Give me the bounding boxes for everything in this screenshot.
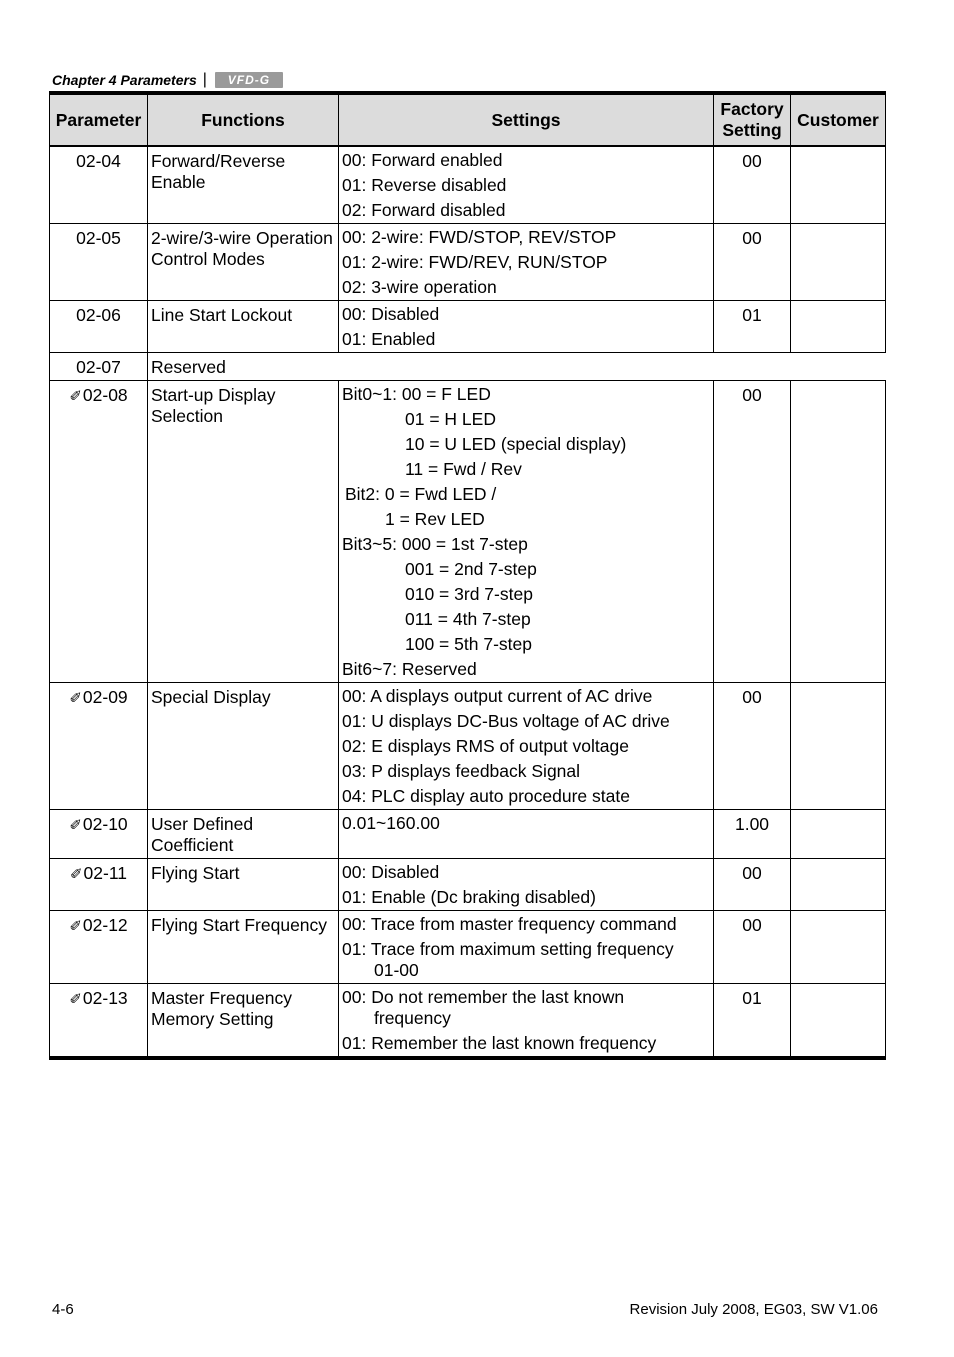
setting-line: 010 = 3rd 7-step <box>405 584 533 604</box>
setting-line: 01: Trace from maximum setting frequency <box>342 939 674 959</box>
function-cell: Special Display <box>148 683 339 810</box>
settings-cell <box>339 224 714 301</box>
setting-line: 00: Disabled <box>342 862 440 882</box>
table-row <box>50 859 886 911</box>
customer-cell <box>791 381 886 683</box>
parameter-cell <box>50 859 148 911</box>
settings-cell <box>339 683 714 810</box>
setting-line: 01-00 <box>374 960 419 980</box>
setting-line: 10 = U LED (special display) <box>405 434 627 454</box>
parameter-cell <box>50 810 148 859</box>
parameter-table <box>49 91 886 1060</box>
factory-setting-cell: 00 <box>714 224 791 301</box>
setting-line: 011 = 4th 7-step <box>405 609 531 629</box>
setting-line: 01: Reverse disabled <box>342 175 507 195</box>
setting-line: 01: 2-wire: FWD/REV, RUN/STOP <box>342 252 608 272</box>
header-factory-text <box>714 99 790 141</box>
factory-setting-cell: 01 <box>714 984 791 1059</box>
parameter-code: 02-09 <box>82 687 128 707</box>
header-customer: Customer <box>791 93 886 146</box>
setting-line: 02: Forward disabled <box>342 200 506 220</box>
setting-line: 00: Disabled <box>342 304 440 324</box>
parameter-cell <box>50 911 148 984</box>
function-cell: Flying Start <box>148 859 339 911</box>
parameter-code: 02-08 <box>82 385 128 405</box>
parameter-cell <box>50 301 148 353</box>
function-cell: Line Start Lockout <box>148 301 339 353</box>
header-factory-setting <box>714 93 791 146</box>
table-row <box>50 911 886 984</box>
setting-line: 03: P displays feedback Signal <box>342 761 581 781</box>
parameter-code: 02-11 <box>83 863 128 883</box>
setting-line: Bit2: 0 = Fwd LED / <box>345 484 497 504</box>
parameter-cell <box>50 146 148 224</box>
revision-note: Revision July 2008, EG03, SW V1.06 <box>629 1301 878 1318</box>
parameter-code: 02-04 <box>76 151 121 171</box>
factory-setting-cell: 1.00 <box>714 810 791 859</box>
pencil-icon: ✐ <box>69 690 82 707</box>
customer-cell <box>791 810 886 859</box>
setting-line: 02: E displays RMS of output voltage <box>342 736 629 756</box>
function-cell: 2-wire/3-wire Operation Control Modes <box>148 224 339 301</box>
settings-cell <box>339 911 714 984</box>
function-cell: User Defined Coefficient <box>148 810 339 859</box>
function-cell: Start-up Display Selection <box>148 381 339 683</box>
setting-line: 01: Enable (Dc braking disabled) <box>342 887 596 907</box>
parameter-code: 02-05 <box>76 228 121 248</box>
parameter-cell <box>50 353 148 381</box>
pencil-icon: ✐ <box>69 991 82 1008</box>
parameter-code: 02-06 <box>76 305 121 325</box>
settings-cell <box>339 146 714 224</box>
setting-line: 00: 2-wire: FWD/STOP, REV/STOP <box>342 227 617 247</box>
factory-setting-cell: 00 <box>714 146 791 224</box>
factory-setting-cell: 00 <box>714 859 791 911</box>
customer-cell <box>791 984 886 1059</box>
setting-line: 02: 3-wire operation <box>342 277 497 297</box>
setting-line: 00: Forward enabled <box>342 150 503 170</box>
setting-line: 00: Do not remember the last known <box>342 987 625 1007</box>
setting-line: Bit6~7: Reserved <box>342 659 477 679</box>
table-row <box>50 146 886 224</box>
table-row <box>50 984 886 1059</box>
header-factory-word: Factory <box>720 99 784 119</box>
customer-cell <box>791 224 886 301</box>
table-row <box>50 810 886 859</box>
setting-line: 01: Enabled <box>342 329 436 349</box>
setting-line: frequency <box>374 1008 451 1028</box>
table-row <box>50 353 886 381</box>
settings-cell <box>339 859 714 911</box>
pencil-icon: ✐ <box>69 866 83 883</box>
customer-cell <box>791 859 886 911</box>
pencil-icon: ✐ <box>69 388 82 405</box>
setting-line: 01: Remember the last known frequency <box>342 1033 657 1053</box>
table-header-row <box>50 93 886 146</box>
setting-line: 01 = H LED <box>405 409 496 429</box>
header-settings: Settings <box>339 93 714 146</box>
vfd-g-logo: VFD-G <box>215 72 283 88</box>
setting-line: Bit3~5: 000 = 1st 7-step <box>342 534 528 554</box>
customer-cell <box>791 683 886 810</box>
factory-setting-cell: 00 <box>714 381 791 683</box>
setting-line: Bit0~1: 00 = F LED <box>342 384 491 404</box>
parameter-cell <box>50 683 148 810</box>
function-cell: Master Frequency Memory Setting <box>148 984 339 1059</box>
setting-line: 04: PLC display auto procedure state <box>342 786 630 806</box>
factory-setting-cell: 00 <box>714 683 791 810</box>
customer-cell <box>791 301 886 353</box>
chapter-header <box>52 70 283 90</box>
parameter-cell <box>50 381 148 683</box>
header-separator: | <box>202 71 207 88</box>
parameter-code: 02-13 <box>82 988 128 1008</box>
table-row <box>50 683 886 810</box>
setting-line: 100 = 5th 7-step <box>405 634 532 654</box>
setting-line: 1 = Rev LED <box>385 509 485 529</box>
function-cell: Reserved <box>148 353 886 381</box>
header-factory-word: Setting <box>722 120 782 140</box>
setting-line: 01: U displays DC-Bus voltage of AC drive <box>342 711 670 731</box>
header-parameter: Parameter <box>50 93 148 146</box>
settings-cell <box>339 301 714 353</box>
table-row <box>50 381 886 683</box>
customer-cell <box>791 146 886 224</box>
page-number: 4-6 <box>52 1301 74 1318</box>
table-row <box>50 224 886 301</box>
setting-line: 0.01~160.00 <box>342 813 440 833</box>
settings-cell <box>339 984 714 1059</box>
chapter-title: Chapter 4 Parameters <box>52 72 197 88</box>
setting-line: 001 = 2nd 7-step <box>405 559 537 579</box>
parameter-code: 02-07 <box>76 357 121 377</box>
parameter-cell <box>50 224 148 301</box>
factory-setting-cell: 01 <box>714 301 791 353</box>
settings-cell <box>339 810 714 859</box>
pencil-icon: ✐ <box>69 817 82 834</box>
parameter-code: 02-12 <box>82 915 128 935</box>
customer-cell <box>791 911 886 984</box>
table-row <box>50 301 886 353</box>
function-cell: Flying Start Frequency <box>148 911 339 984</box>
header-functions: Functions <box>148 93 339 146</box>
setting-line: 11 = Fwd / Rev <box>405 459 522 479</box>
function-cell: Forward/Reverse Enable <box>148 146 339 224</box>
parameter-code: 02-10 <box>82 814 128 834</box>
setting-line: 00: Trace from master frequency command <box>342 914 677 934</box>
settings-cell <box>339 381 714 683</box>
factory-setting-cell: 00 <box>714 911 791 984</box>
parameter-cell <box>50 984 148 1059</box>
pencil-icon: ✐ <box>69 918 82 935</box>
setting-line: 00: A displays output current of AC drive <box>342 686 653 706</box>
